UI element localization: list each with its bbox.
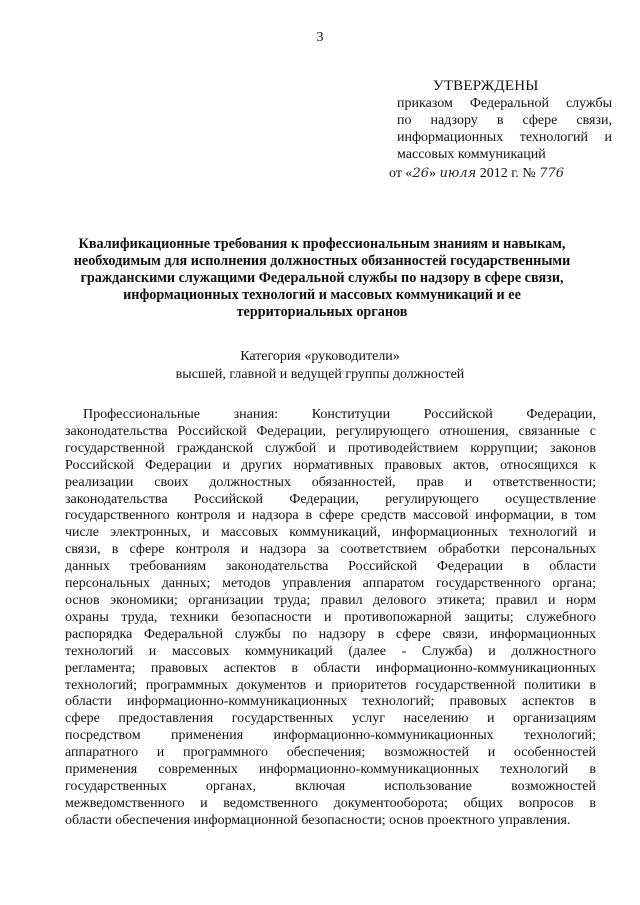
body-line: государственного контроля и надзора в сфере средств массовой информации, в том [65, 508, 596, 524]
date-prefix: от « [389, 166, 413, 181]
title-line: информационных технологий и массовых коммуникаций и ее [123, 287, 521, 303]
approval-block [389, 78, 612, 182]
category-heading [0, 348, 640, 383]
approved-word: УТВЕРЖДЕНЫ [433, 78, 539, 94]
body-line: законодательства Российской Федерации, регулирующего осуществление [65, 491, 596, 507]
body-line: применения современных информационно-коммуникационных технологий в [65, 762, 596, 778]
title-line: гражданскими служащими Федеральной службы по надзору в сфере связи, [80, 270, 564, 286]
body-line: посредством применения информационно-коммуникационных технологий; [65, 728, 596, 744]
page-number: 3 [316, 30, 324, 45]
body-line: государственной гражданской службой и противодействием коррупции; законов [65, 440, 596, 456]
approval-line: приказом Федеральной службы [397, 96, 612, 111]
handwritten-day: 26 [412, 166, 429, 181]
body-line: области информационно-коммуникационных технологий; правовых аспектов в [65, 694, 596, 710]
body-line: Российской Федерации и других нормативных правовых актов, относящихся к [65, 457, 596, 473]
body-paragraph [65, 407, 596, 830]
body-line: межведомственного и ведомственного документооборота; общих вопросов в [65, 795, 596, 811]
body-line: данных требованиям законодательства Российской Федерации в области [65, 559, 596, 575]
handwritten-number: 776 [539, 166, 565, 181]
document-title [52, 236, 592, 321]
body-line: персональных данных; методов управления аппаратом государственного органа; [65, 576, 596, 592]
handwritten-month: июля [439, 166, 477, 181]
body-line: основ экономики; организации труда; правил делового этикета; правил и норм [65, 592, 596, 608]
date-mid: » [428, 166, 440, 181]
body-line: охраны труда, техники безопасности и противопожарной защиты; служебного [65, 609, 596, 625]
body-line: распорядка Федеральной службы по надзору в сфере связи, информационных [65, 626, 596, 642]
body-line: сфере предоставления государственных услуг населению и организациям [65, 711, 596, 727]
body-line: технологий и массовых коммуникаций (далее - Служба) и должностного [65, 643, 596, 659]
body-line: Профессиональные знания: Конституции Российской Федерации, [83, 407, 596, 422]
title-line: территориальных органов [236, 304, 408, 320]
approval-line: массовых коммуникаций [397, 147, 546, 162]
approval-line: информационных технологий и [397, 130, 612, 145]
body-line: числе электронных, и массовых коммуникаций, информационных технологий и [65, 525, 596, 541]
title-line: Квалификационные требования к профессиональным знаниям и навыкам, [78, 236, 566, 252]
body-line: реализации своих должностных обязанностей, прав и ответственности; [65, 474, 596, 490]
body-line: технологий; программных документов и приоритетов государственной политики в [65, 677, 596, 693]
category-line: высшей, главной и ведущей группы должностей [175, 366, 465, 382]
body-line: связи, в сфере контроля и надзора за соответствием обработки персональных [65, 542, 596, 558]
category-line: Категория «руководители» [240, 349, 400, 364]
title-line: необходимым для исполнения должностных обязанностей государственными [73, 253, 571, 269]
body-line: регламента; правовых аспектов в области информационно-коммуникационных [65, 660, 596, 676]
body-line: аппаратного и программного обеспечения; возможностей и особенностей [65, 745, 596, 761]
approval-line: по надзору в сфере связи, [397, 113, 612, 128]
date-suffix: 2012 г. № [476, 166, 540, 181]
approval-date [389, 165, 612, 182]
body-line: государственных органах, включая использование возможностей [65, 778, 596, 794]
body-line: области обеспечения информационной безопасности; основ проектного управления. [65, 812, 571, 828]
body-line: законодательства Российской Федерации, регулирующего отношения, связанные с [65, 423, 596, 439]
